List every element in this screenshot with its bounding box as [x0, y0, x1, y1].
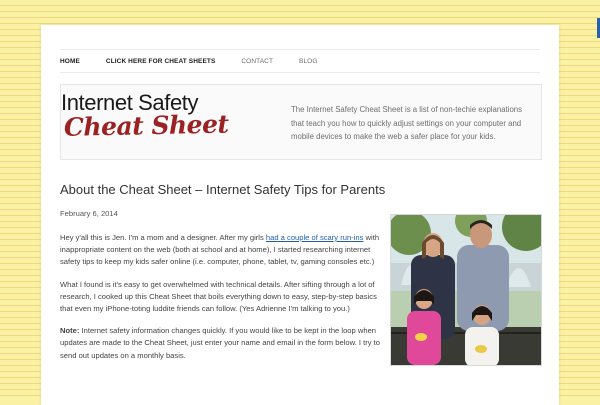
nav-home[interactable]: HOME	[60, 57, 80, 65]
site-logo[interactable]	[61, 92, 251, 142]
family-photo-illustration	[391, 215, 541, 365]
paragraph-overwhelmed: What I found is it's easy to get overwhelmed with technical details. After sifting through a lot of research, I cooked up this Cheat Sheet that boils everything down to easy, step-by-step basics that even my iPhone-toting luddite friends can follow. (Yes Adrienne I'm talking to you.)	[60, 279, 377, 314]
post-title: About the Cheat Sheet – Internet Safety Tips for Parents	[60, 182, 386, 197]
post-body	[60, 232, 380, 372]
site-tagline: The Internet Safety Cheat Sheet is a list of non-techie explanations that teach you how to quickly adjust settings on your computer and mobile devices to make the web a safer place for your kids.	[291, 105, 523, 141]
note-label: Note:	[60, 326, 80, 336]
nav-contact[interactable]: CONTACT	[241, 57, 274, 65]
nav-blog[interactable]: BLOG	[299, 57, 318, 65]
logo-line-cheat-sheet: Cheat Sheet	[63, 109, 229, 142]
header-banner	[60, 84, 542, 160]
family-photo	[390, 214, 542, 366]
paragraph-note	[60, 325, 380, 362]
post-date: February 6, 2014	[60, 209, 118, 218]
logo-line-internet-safety: Internet Safety	[61, 90, 199, 115]
note-text: Internet safety information changes quickly. If you would like to be kept in the loop when updates are made to the Cheat Sheet, just enter your name and email in the form below. I try to send out updates on a monthly basis.	[60, 326, 380, 360]
intro-text-start: Hey y'all this is Jen. I'm a mom and a designer. After my girls	[60, 233, 266, 242]
nav-cheat-sheets[interactable]: CLICK HERE FOR CHEAT SHEETS	[105, 57, 216, 65]
intro-text-end: with inappropriate content on the web (both at school and at home), I started researching internet safety tips to keep my kids safer online (i.e. computer, phone, tablet, tv, gaming consoles etc.)	[60, 233, 380, 267]
main-nav	[60, 49, 540, 73]
scary-run-ins-link[interactable]: had a couple of scary run-ins	[265, 233, 364, 242]
page-container	[41, 25, 559, 405]
paragraph-intro	[60, 232, 380, 269]
